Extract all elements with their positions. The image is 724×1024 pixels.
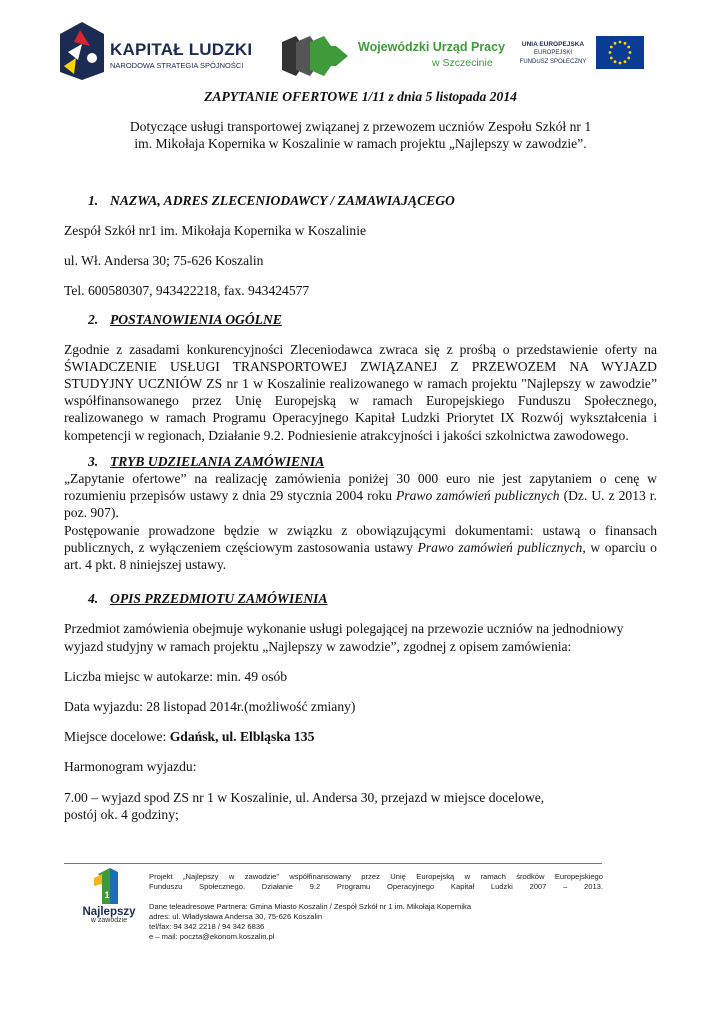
intro-line-1: Dotyczące usługi transportowej związanej z przewozem uczniów Zespołu Szkół nr 1 xyxy=(129,119,592,135)
destination-label: Miejsce docelowe: xyxy=(64,729,170,745)
document-title: ZAPYTANIE OFERTOWE 1/11 z dnia 5 listopada 2014 xyxy=(204,89,517,104)
date-line: Data wyjazdu: 28 listopad 2014r.(możliwość zmiany) xyxy=(64,699,356,715)
najlepszy-brand-tagline: w zawodzie xyxy=(90,917,128,924)
eu-logo xyxy=(510,34,650,74)
section-3-p1-ref: (Dz. U. z 2013 r. poz. 907). xyxy=(64,488,657,521)
section-3-p2-text: Postępowanie prowadzone będzie w związku z obowiązującymi dokumentami: ustawą o finansach publicznych, z wyłączeniem częściowym zastosowania ustawy xyxy=(64,522,657,555)
eu-flag-icon xyxy=(596,36,644,69)
document-intro xyxy=(64,118,657,152)
section-2-paragraph: Zgodnie z zasadami konkurencyjności Zleceniodawca zwraca się z prośbą o przedstawienie oferty na ŚWIADCZENIE USŁUGI TRANSPORTOWEJ ZWIĄZANEJ Z PRZEWOZEM NA WYJAZD STUDYJNY UCZNIÓW ZS nr 1 w Koszalinie realizowanego w ramach projektu "Najlepszy w zawodzie” współfinansowanego przez Unię Europejską w ramach Europejskiego Funduszu Społecznego, realizowanego w ramach Programu Operacyjnego Kapitał Ludzki Priorytet IX Rozwój wykształcenia i kompetencji w regionach, Działanie 9.2. Podniesienie atrakcyjności i jakości szkolnictwa zawodowego. xyxy=(64,341,657,443)
footer-partner-line-2: adres: ul. Władysława Andersa 30, 75-626 Koszalin xyxy=(149,912,323,921)
schedule-line-1: 7.00 – wyjazd spod ZS nr 1 w Koszalinie, ul. Andersa 30, przejazd w miejsce docelowe, xyxy=(64,789,545,805)
document-body xyxy=(64,88,657,823)
najlepszy-brand-name: Najlepszy xyxy=(82,906,136,918)
section-4-intro: Przedmiot zamówienia obejmuje wykonanie usługi polegającej na przewozie uczniów na jednodniowy wyjazd studyjny w ramach projektu „Najlepszy w zawodzie”, zgodnej z opisem zamówienia: xyxy=(64,621,624,654)
section-1-title: NAZWA, ADRES ZLECENIODAWCY / ZAMAWIAJĄCEGO xyxy=(110,192,455,208)
footer-partner-line-1: Dane teleadresowe Partnera: Gmina Miasto Koszalin / Zespół Szkół nr 1 im. Mikołaja Kopernika xyxy=(149,902,472,911)
orderer-name: Zespół Szkół nr1 im. Mikołaja Kopernika w Koszalinie xyxy=(64,222,367,238)
kapital-ludzki-title: KAPITAŁ LUDZKI xyxy=(110,40,253,59)
logo-bar xyxy=(0,0,724,90)
kapital-ludzki-subtitle: NARODOWA STRATEGIA SPÓJNOŚCI xyxy=(110,61,244,70)
footer-project-line-2: Funduszu Społecznego. Działanie 9.2 Programu Operacyjnego Kapitał Ludzki 2007 – 2013. xyxy=(149,882,603,891)
eu-fund-label-1: EUROPEJSKI xyxy=(533,50,572,56)
destination-value: Gdańsk, ul. Elbląska 135 xyxy=(169,729,315,745)
section-2-title: POSTANOWIENIA OGÓLNE xyxy=(110,312,282,328)
kapital-ludzki-star-icon xyxy=(60,22,104,80)
najlepszy-logo xyxy=(74,868,140,934)
eu-union-label: UNIA EUROPEJSKA xyxy=(521,41,585,48)
eu-text xyxy=(514,40,592,67)
section-3-p1-text: „Zapytanie ofertowe” na realizację zamówienia poniżej 30 000 euro nie jest zapytaniem o cenę w rozumieniu przepisów ustawy z dnia 29 stycznia 2004 roku xyxy=(64,471,657,504)
wup-logo xyxy=(280,34,506,80)
schedule-label: Harmonogram wyjazdu: xyxy=(64,759,197,775)
wup-arrows-icon xyxy=(280,34,350,78)
section-4-number: 4. xyxy=(88,591,99,607)
section-3-p2-law: Prawo zamówień publicznych xyxy=(417,539,583,555)
section-4-title: OPIS PRZEDMIOTU ZAMÓWIENIA xyxy=(110,591,328,607)
footer-partner-line-3: tel/fax: 94 342 2218 / 94 342 6836 xyxy=(149,922,265,931)
section-2-heading xyxy=(88,311,657,328)
najlepszy-number-one-icon xyxy=(86,868,128,906)
najlepszy-logo-number: 1 xyxy=(104,890,110,900)
footer-project-line-1: Projekt „Najlepszy w zawodzie” współfinansowany przez Unię Europejską w ramach środków Europejskiego xyxy=(149,872,603,881)
section-3-paragraph-2 xyxy=(64,522,657,574)
footer-text xyxy=(149,872,603,942)
section-3-p1-law: Prawo zamówień publicznych xyxy=(396,488,560,504)
section-3-title: TRYB UDZIELANIA ZAMÓWIENIA xyxy=(110,453,325,469)
section-3-paragraph-1 xyxy=(64,470,657,522)
section-1-number: 1. xyxy=(88,192,99,208)
kapital-ludzki-logo xyxy=(60,22,260,80)
section-1-heading xyxy=(88,192,657,209)
orderer-phone: Tel. 600580307, 943422218, fax. 943424577 xyxy=(64,283,310,299)
footer-divider xyxy=(64,863,602,864)
section-3-number: 3. xyxy=(88,453,99,469)
eu-fund-label-2: FUNDUSZ SPOŁECZNY xyxy=(519,59,587,65)
section-4-heading xyxy=(88,590,657,607)
section-3-heading xyxy=(88,453,657,470)
najlepszy-brand xyxy=(74,906,144,924)
schedule-line-2: postój ok. 4 godziny; xyxy=(64,806,179,822)
intro-line-2: im. Mikołaja Kopernika w Koszalinie w ramach projektu „Najlepszy w zawodzie”. xyxy=(134,136,587,152)
footer-partner-line-4: e – mail: poczta@ekonom.koszalin.pl xyxy=(149,932,275,941)
seats-line: Liczba miejsc w autokarze: min. 49 osób xyxy=(64,668,288,684)
section-3-p2-ref: , w oparciu o art. 4 pkt. 8 niniejszej ustawy. xyxy=(64,539,657,573)
footer-spacer xyxy=(149,892,603,902)
orderer-address: ul. Wł. Andersa 30; 75-626 Koszalin xyxy=(64,253,264,269)
section-2-number: 2. xyxy=(88,312,99,328)
wup-subtitle: w Szczecinie xyxy=(432,57,493,69)
destination-line xyxy=(64,728,657,745)
wup-title: Wojewódzki Urząd Pracy xyxy=(358,40,506,54)
